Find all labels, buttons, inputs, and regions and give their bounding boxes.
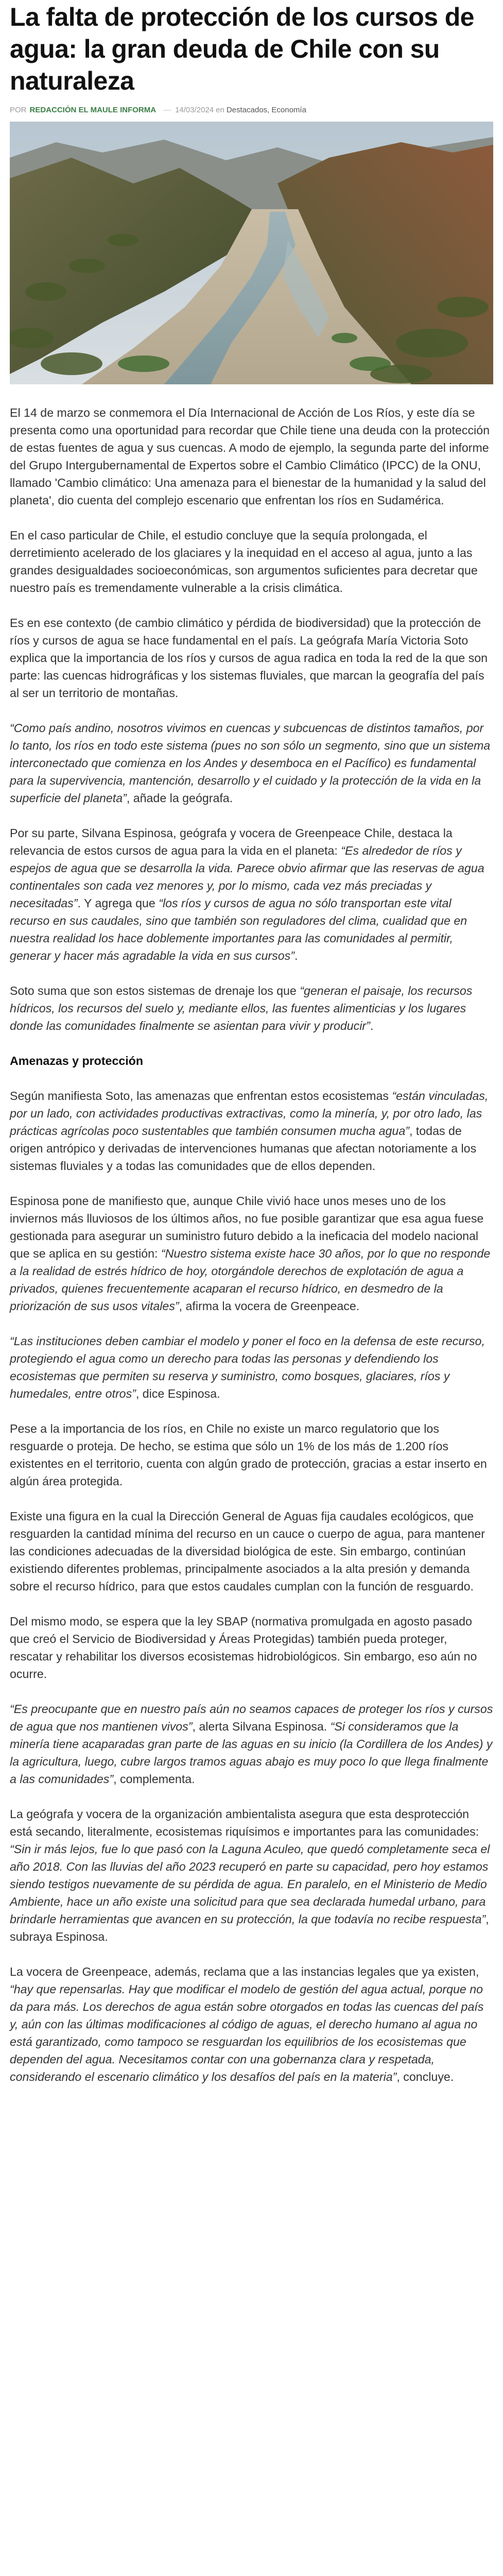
article-paragraph [10, 1613, 493, 1683]
paragraph-text: Por su parte, Silvana Espinosa, geógrafa y vocera de Greenpeace Chile, destaca la relevancia de estos cursos de agua para la vida en el planeta: [10, 826, 453, 857]
paragraph-text: La geógrafa y vocera de la organización ambientalista asegura que esta desprotección está secando, literalmente, ecosistemas riquísimos e importantes para las comunidades: [10, 1807, 479, 1838]
quote-text: “Es preocupante que en nuestro país aún no seamos capaces de proteger los ríos y cursos de agua que nos mantienen vivos” [10, 1702, 493, 1733]
paragraph-text: La vocera de Greenpeace, además, reclama que a las instancias legales que ya existen, [10, 1965, 479, 1978]
article-paragraph [10, 1332, 493, 1402]
paragraph-text: , subraya Espinosa. [10, 1912, 489, 1943]
article-body [10, 404, 493, 2086]
paragraph-text: Del mismo modo, se espera que la ley SBAP (normativa promulgada en agosto pasado que creó el Servicio de Biodiversidad y Áreas Protegidas) también pueda proteger, rescatar y rehabilitar los diversos ecosistemas hidrobiológicos. Sin embargo, eso aún no ocurre. [10, 1615, 477, 1681]
by-label: POR [10, 106, 27, 114]
paragraph-text: Soto suma que son estos sistemas de drenaje los que [10, 984, 300, 997]
paragraph-text: Según manifiesta Soto, las amenazas que enfrentan estos ecosistemas [10, 1089, 392, 1103]
paragraph-text: , afirma la vocera de Greenpeace. [179, 1299, 360, 1313]
paragraph-text: . [370, 1019, 374, 1032]
quote-text: “Las instituciones deben cambiar el modelo y poner el foco en la defensa de este recurso, protegiendo el agua como un derecho para todas las personas y defendiendo los ecosistemas que permiten su reserva y suministro, como bosques, glaciares, ríos y humedales, entre otros” [10, 1334, 485, 1400]
article-paragraph [10, 527, 493, 597]
paragraph-text: , concluye. [396, 2070, 454, 2083]
paragraph-text: , complementa. [113, 1772, 195, 1786]
article-paragraph [10, 1700, 493, 1788]
paragraph-text: En el caso particular de Chile, el estudio concluye que la sequía prolongada, el derretimiento acelerado de los glaciares y la inequidad en el acceso al agua, junto a las grandes desigualdades socioeconómicas, son argumentos suficientes para decretar que nuestro país es tremendamente vulnerable a la crisis climática. [10, 529, 478, 595]
paragraph-text: , alerta Silvana Espinosa. [192, 1720, 331, 1733]
article-paragraph [10, 1805, 493, 1945]
article-title: La falta de protección de los cursos de agua: la gran deuda de Chile con su naturaleza [10, 3, 474, 95]
paragraph-text: . Y agrega que [77, 896, 159, 910]
quote-text: “están vinculadas, por un lado, con actividades productivas extractivas, como la minería, y, por otro lado, las prácticas agrícolas poco sustentables que también consumen mucha agua” [10, 1089, 489, 1138]
quote-text: “Nuestro sistema existe hace 30 años, por lo que no responde a la realidad de estrés hídrico de hoy, otorgándole derechos de explotación de agua a privados, quienes frecuentemente acaparan el recurso hídrico, en desmedro de la priorización de sus usos vitales” [10, 1247, 491, 1313]
article-paragraph [10, 404, 493, 509]
article-meta [10, 102, 493, 118]
article-paragraph [10, 1507, 493, 1595]
article-paragraph [10, 1963, 493, 2086]
paragraph-text: , dice Espinosa. [135, 1387, 220, 1400]
quote-text: “generan el paisaje, los recursos hídricos, los recursos del suelo y, mediante ellos, las fuentes alimenticias y los lugares donde las comunidades finalmente se asientan para vivir y producir” [10, 984, 473, 1032]
paragraph-text: Existe una figura en la cual la Dirección General de Aguas fija caudales ecológicos, que resguarden la cantidad mínima del recurso en un cauce o cuerpo de agua, para mantener las condiciones adecuadas de la diversidad biológica de este. Sin embargo, continúan existiendo diferentes problemas, principalmente asociados a la alta presión y demanda sobre el recurso hídrico, para que estos caudales cumplan con la función de resguardo. [10, 1510, 485, 1593]
in-label: en [216, 106, 224, 114]
article [0, 1, 503, 2086]
quote-text: “Si consideramos que la minería tiene acaparadas gran parte de las aguas en su inicio (la Cordillera de los Andes) y la agricultura, luego, cubre largos tramos aguas abajo es muy poco lo que llega finalmente a las comunidades” [10, 1720, 493, 1786]
article-paragraph [10, 1087, 493, 1175]
quote-text: “hay que repensarlas. Hay que modificar el modelo de gestión del agua actual, porque no da para más. Los derechos de agua están sobre otorgados en todas las cuencas del país y, aún con las últimas modificaciones al código de aguas, el derecho humano al agua no está garantizado, como tampoco se resguardan los equilibrios de los ecosistemas que dependen del agua. Necesitamos contar con una gobernanza clara y respetada, considerando el escenario climático y los desafíos del país en la materia” [10, 1982, 484, 2083]
article-paragraph [10, 982, 493, 1035]
author-link[interactable]: REDACCIÓN EL MAULE INFORMA [29, 106, 157, 114]
article-paragraph [10, 824, 493, 964]
paragraph-text: Amenazas y protección [10, 1054, 144, 1067]
quote-text: “Sin ir más lejos, fue lo que pasó con la Laguna Aculeo, que quedó completamente seca el año 2018. Con las lluvias del año 2023 recuperó en parte su capacidad, pero hoy estamos siendo testigos nuevamente de su pérdida de agua. En paralelo, en el Ministerio de Medio Ambiente, hace un año existe una solicitud para que sea declarada humedal urbano, para brindarle herramientas que avancen en su protección, la que todavía no recibe respuesta” [10, 1842, 490, 1926]
article-paragraph [10, 1420, 493, 1490]
river-valley-photo-icon [10, 122, 493, 384]
quote-text: “Como país andino, nosotros vivimos en cuencas y subcuencas de distintos tamaños, por lo tanto, los ríos en todo este sistema (pues no son sólo un segmento, sino que un sistema interconectado que comienza en los Andes y desemboca en el Pacífico) es fundamental para la supervivencia, mantención, desarrollo y el cuidado y la protección de la vida en la superficie del planeta” [10, 721, 491, 805]
article-paragraph [10, 719, 493, 807]
section-heading [10, 1052, 493, 1070]
paragraph-text: Pese a la importancia de los ríos, en Chile no existe un marco regulatorio que los resguarde o proteja. De hecho, se estima que sólo un 1% de los más de 1.200 ríos existentes en el territorio, cuenta con algún grado de protección, gracias a estar inserto en algún área protegida. [10, 1422, 487, 1488]
quote-text: “Es alrededor de ríos y espejos de agua que se desarrolla la vida. Parece obvio afirmar que las reservas de agua continentales son cada vez menores y, por lo mismo, cada vez más preciadas y necesitadas” [10, 844, 484, 910]
paragraph-text: Espinosa pone de manifiesto que, aunque Chile vivió hace unos meses uno de los inviernos más lluviosos de los últimos años, no fue posible garantizar que esa agua fuese gestionada para asegurar un suministro futuro debido a la ineficacia del modelo nacional que se aplica en su gestión: [10, 1194, 484, 1260]
publish-date: 14/03/2024 [175, 106, 214, 114]
article-paragraph [10, 1192, 493, 1315]
article-paragraph [10, 614, 493, 702]
quote-text: “los ríos y cursos de agua no sólo transportan este vital recurso en sus caudales, sino que también son reguladores del clima, cualidad que en nuestra realidad los hace doblemente importantes para las comunidades al permitir, generar y hacer más agradable la vida en sus cursos” [10, 896, 467, 962]
paragraph-text: El 14 de marzo se conmemora el Día Internacional de Acción de Los Ríos, y este día se presenta como una oportunidad para recordar que Chile tiene una deuda con la protección de estas fuentes de agua y sus cuencas. A modo de ejemplo, la segunda parte del informe del Grupo Intergubernamental de Expertos sobre el Cambio Climático (IPCC) de la ONU, llamado 'Cambio climático: Una amenaza para el bienestar de la humanidad y la salud del planeta', dio cuenta del complejo escenario que enfrentan los ríos en Sudamérica. [10, 406, 490, 507]
meta-separator: — [163, 106, 171, 114]
paragraph-text: . [294, 949, 298, 962]
category-links[interactable]: Destacados, Economía [226, 106, 306, 114]
paragraph-text: , todas de origen antrópico y derivadas de intervenciones humanas que afectan notoriamente a los sistemas fluviales y a todas las comunidades que de ellos dependen. [10, 1124, 477, 1173]
paragraph-text: , añade la geógrafa. [126, 791, 233, 805]
paragraph-text: Es en ese contexto (de cambio climático y pérdida de biodiversidad) que la protección de ríos y cursos de agua se hace fundamental en el país. La geógrafa María Victoria Soto explica que la importancia de los ríos y cursos de agua radica en toda la red de la que son parte: las cuencas hidrográficas y los sistemas fluviales, que marcan la geografía del país al ser un territorio de montañas. [10, 616, 488, 700]
